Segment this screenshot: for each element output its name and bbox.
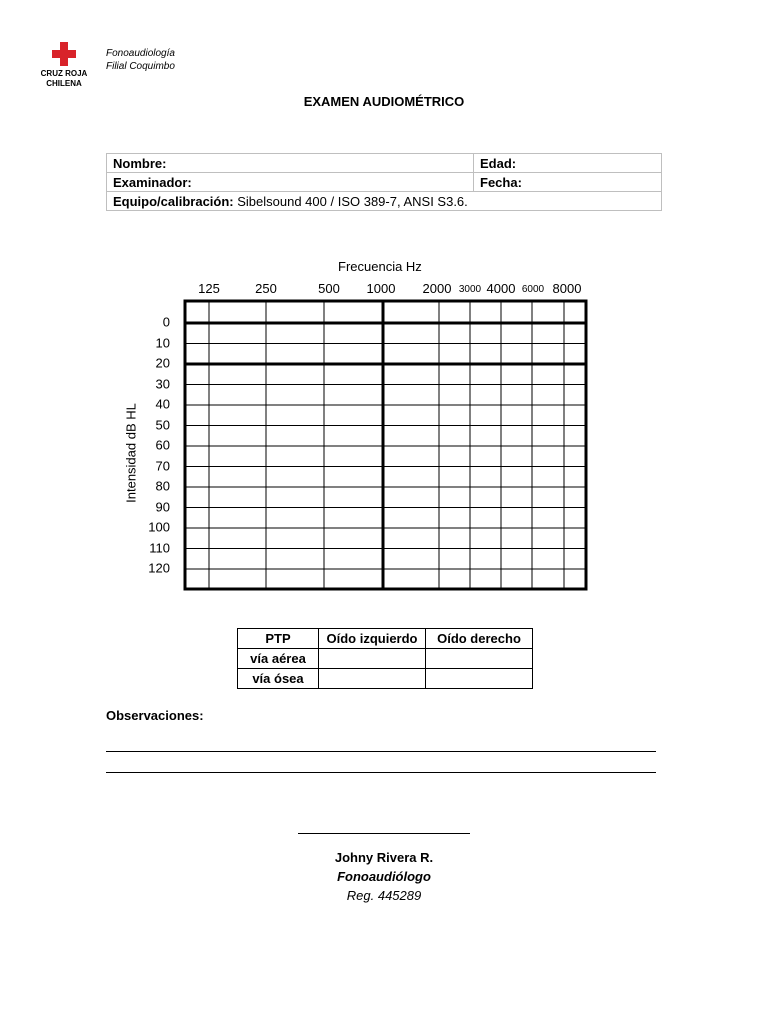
ptp-cell-aerea-left[interactable] — [319, 649, 426, 669]
x-tick-label: 500 — [318, 281, 340, 296]
examinador-field[interactable]: Examinador: — [107, 173, 474, 192]
x-tick-label: 1000 — [366, 281, 396, 296]
equipo-label: Equipo/calibración: — [113, 193, 234, 209]
y-tick-label: 30 — [155, 376, 170, 391]
observaciones-label: Observaciones: — [106, 708, 204, 723]
ptp-header-row — [238, 629, 533, 649]
fecha-field[interactable]: Fecha: — [474, 173, 662, 192]
x-tick-label: 8000 — [552, 281, 582, 296]
y-tick-label: 0 — [162, 314, 170, 330]
ptp-header-left-ear: Oído izquierdo — [319, 629, 426, 649]
signer-role: Fonoaudiólogo — [337, 869, 431, 884]
x-tick-label: 250 — [255, 281, 277, 296]
y-axis-label: Intensidad dB HL — [123, 403, 139, 503]
org-line2: CHILENA — [46, 79, 82, 88]
org-line1: CRUZ ROJA — [40, 69, 88, 78]
y-tick-label: 90 — [155, 499, 170, 514]
x-tick-label: 6000 — [521, 284, 545, 295]
y-tick-label: 20 — [155, 355, 170, 371]
ptp-cell-osea-right[interactable] — [426, 669, 533, 689]
ptp-row-aerea — [238, 649, 533, 669]
y-tick-label: 10 — [155, 335, 170, 350]
chart-title: Frecuencia Hz — [338, 259, 422, 274]
ptp-table — [237, 628, 533, 689]
edad-field[interactable]: Edad: — [474, 154, 662, 173]
audiogram-frame — [185, 301, 586, 589]
equipo-value: Sibelsound 400 / ISO 389-7, ANSI S3.6. — [233, 193, 468, 209]
signature-line[interactable] — [298, 833, 470, 834]
y-tick-label: 80 — [155, 478, 170, 494]
observaciones-line-2[interactable] — [106, 772, 656, 773]
document-title: EXAMEN AUDIOMÉTRICO — [303, 94, 465, 109]
y-tick-label: 110 — [149, 540, 170, 555]
y-tick-label: 60 — [155, 437, 170, 453]
y-tick-label: 40 — [155, 396, 170, 412]
ptp-cell-osea-left[interactable] — [319, 669, 426, 689]
y-tick-label: 120 — [148, 560, 170, 576]
ptp-header-ptp: PTP — [238, 629, 319, 649]
observaciones-line-1[interactable] — [106, 751, 656, 752]
header-note-line2: Filial Coquimbo — [106, 61, 175, 72]
nombre-field[interactable]: Nombre: — [107, 154, 474, 173]
ptp-row-label: vía ósea — [238, 669, 319, 689]
ptp-header-right-ear: Oído derecho — [426, 629, 533, 649]
y-tick-label: 100 — [148, 519, 170, 535]
x-tick-label: 3000 — [458, 284, 482, 295]
ptp-cell-aerea-right[interactable] — [426, 649, 533, 669]
signer-name: Johny Rivera R. — [334, 850, 434, 865]
header-note-line1: Fonoaudiología — [106, 48, 175, 59]
x-tick-label: 2000 — [422, 281, 452, 296]
signer-reg: Reg. 445289 — [346, 888, 422, 903]
x-tick-label: 4000 — [486, 281, 516, 296]
ptp-row-label: vía aérea — [238, 649, 319, 669]
y-tick-label: 70 — [155, 458, 170, 473]
x-tick-label: 125 — [198, 281, 220, 296]
ptp-row-osea — [238, 669, 533, 689]
y-tick-label: 50 — [155, 417, 170, 432]
